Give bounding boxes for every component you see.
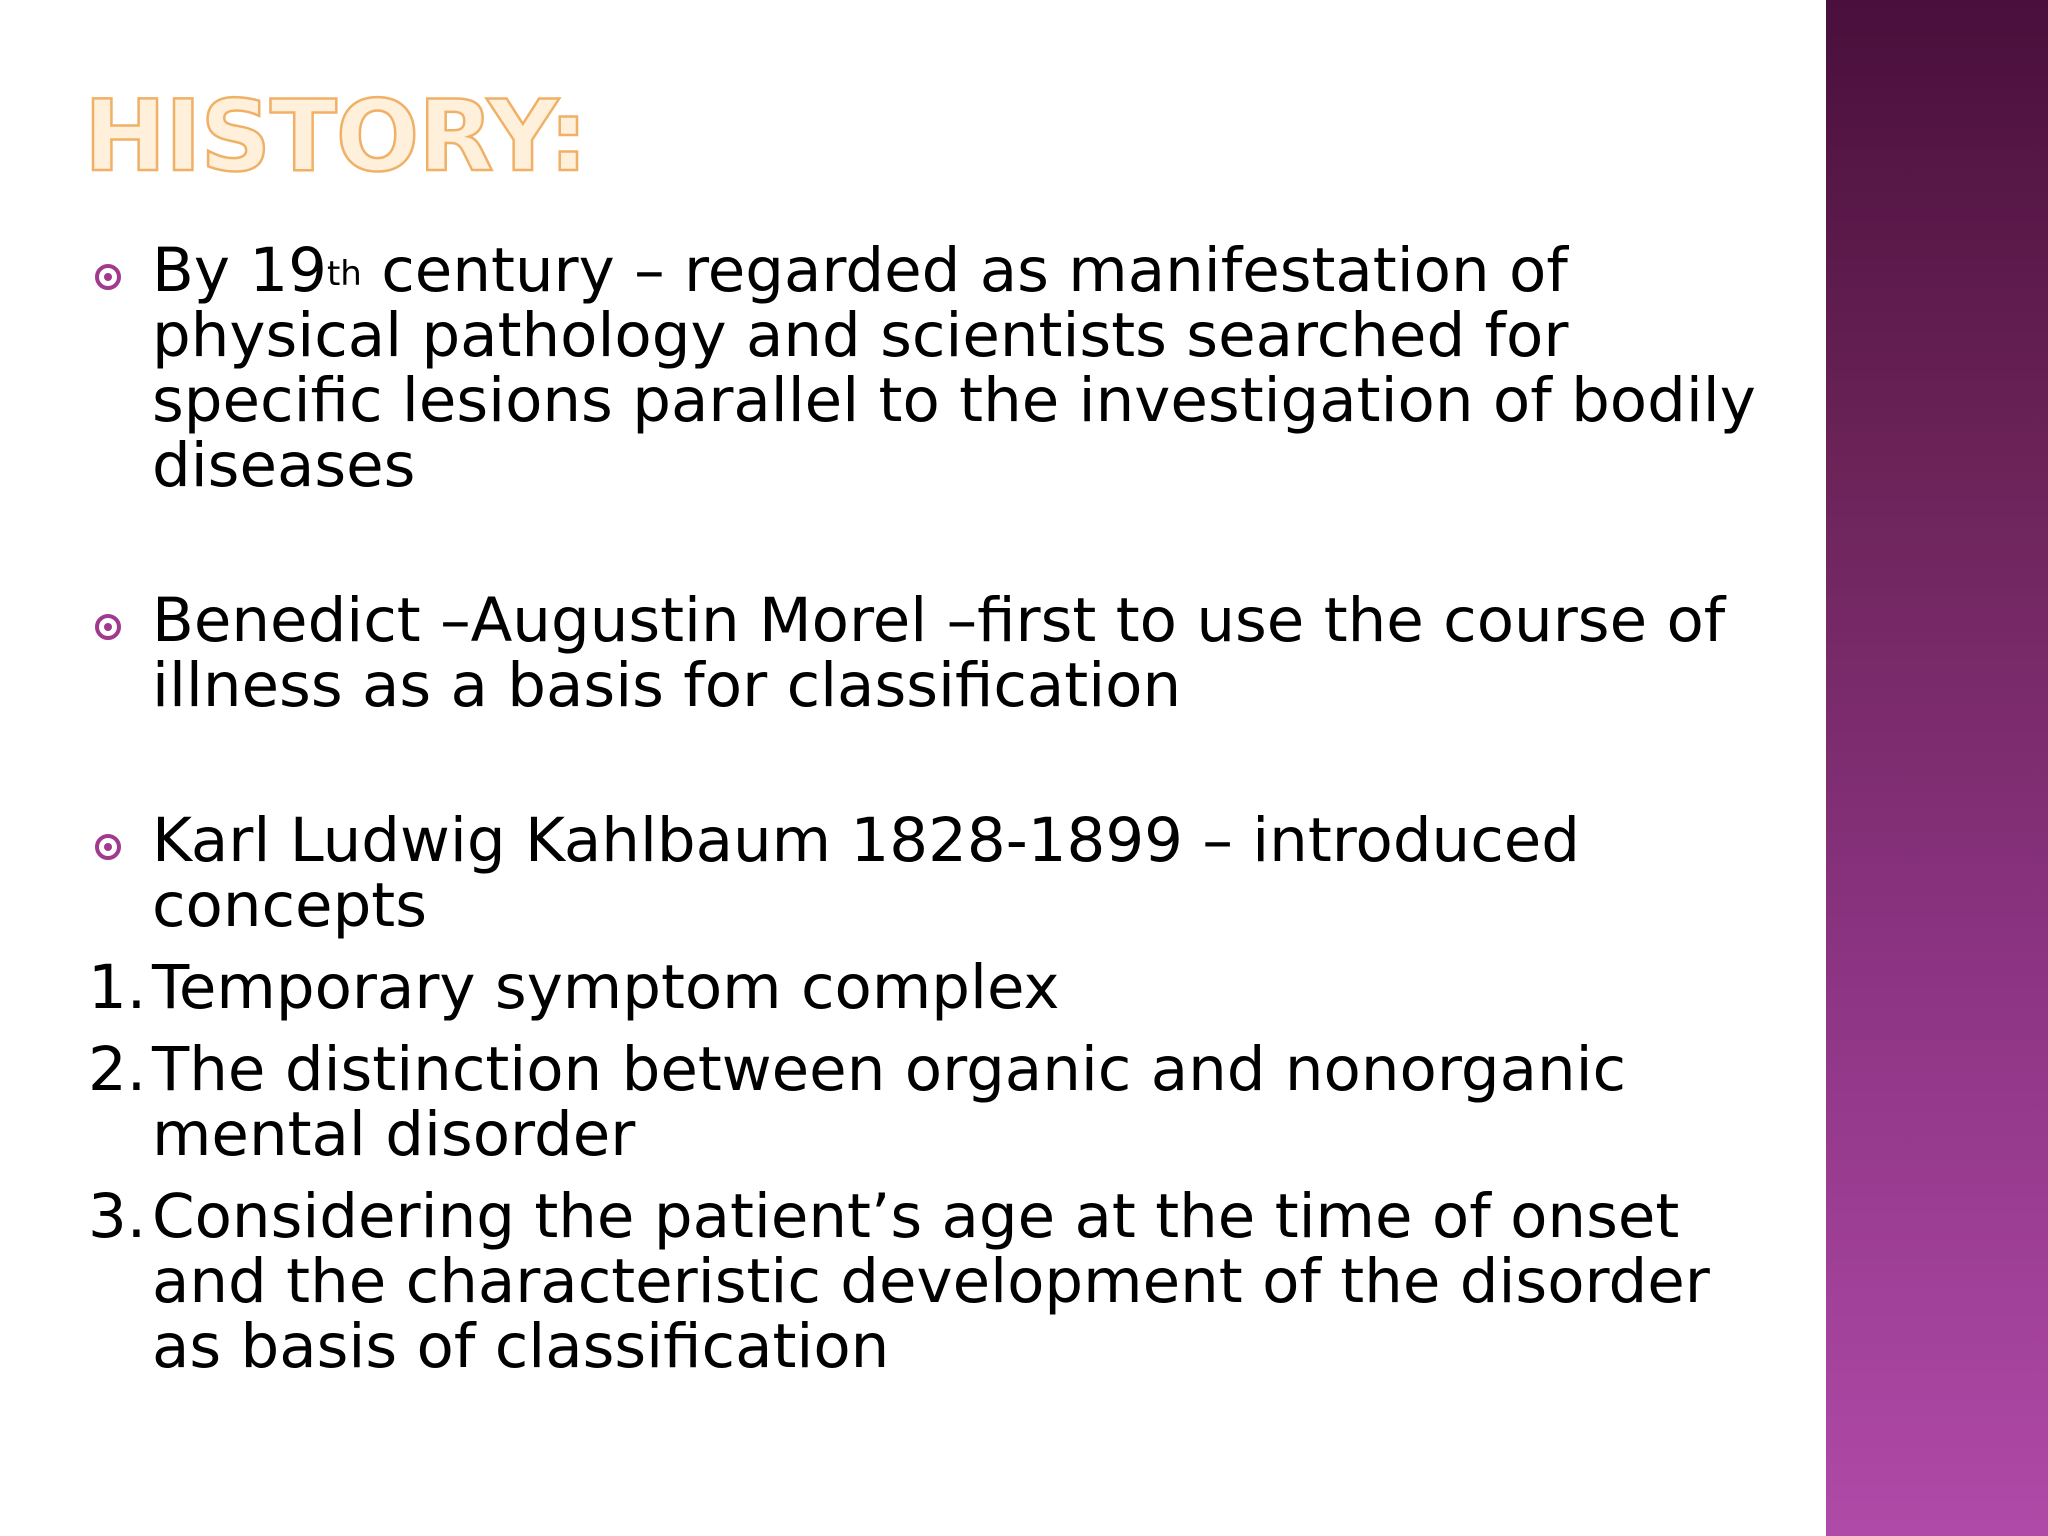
slide-body [88, 235, 1788, 1382]
bullet-text: Karl Ludwig Kahlbaum 1828-1899 – introduced concepts [152, 805, 1580, 941]
bullet-item [88, 805, 1788, 941]
item-number: 3. [88, 1181, 147, 1252]
item-number: 2. [88, 1034, 147, 1105]
item-text: The distinction between organic and nonorganic mental disorder [152, 1034, 1627, 1170]
circle-bullet-icon [95, 264, 121, 290]
numbered-item [88, 952, 1788, 1023]
slide-title: HISTORY: [84, 80, 587, 194]
bullet-text: Benedict –Augustin Morel –first to use the course of illness as a basis for classification [152, 585, 1726, 721]
numbered-item [88, 1034, 1788, 1170]
numbered-item [88, 1181, 1788, 1382]
bullet-text-post: century – regarded as manifestation of physical pathology and scientists searched for specific lesions parallel to the investigation of bodily diseases [152, 235, 1756, 501]
circle-bullet-icon [95, 614, 121, 640]
bullet-item [88, 235, 1788, 501]
decorative-side-bar [1826, 0, 2048, 1536]
bullet-text-pre: By 19 [152, 235, 327, 306]
bullet-item [88, 585, 1788, 721]
item-text: Temporary symptom complex [152, 952, 1060, 1023]
circle-bullet-icon [95, 834, 121, 860]
item-text: Considering the patient’s age at the time of onset and the characteristic development of the disorder as basis of classification [152, 1181, 1710, 1382]
item-number: 1. [88, 952, 147, 1023]
superscript: th [326, 254, 362, 294]
